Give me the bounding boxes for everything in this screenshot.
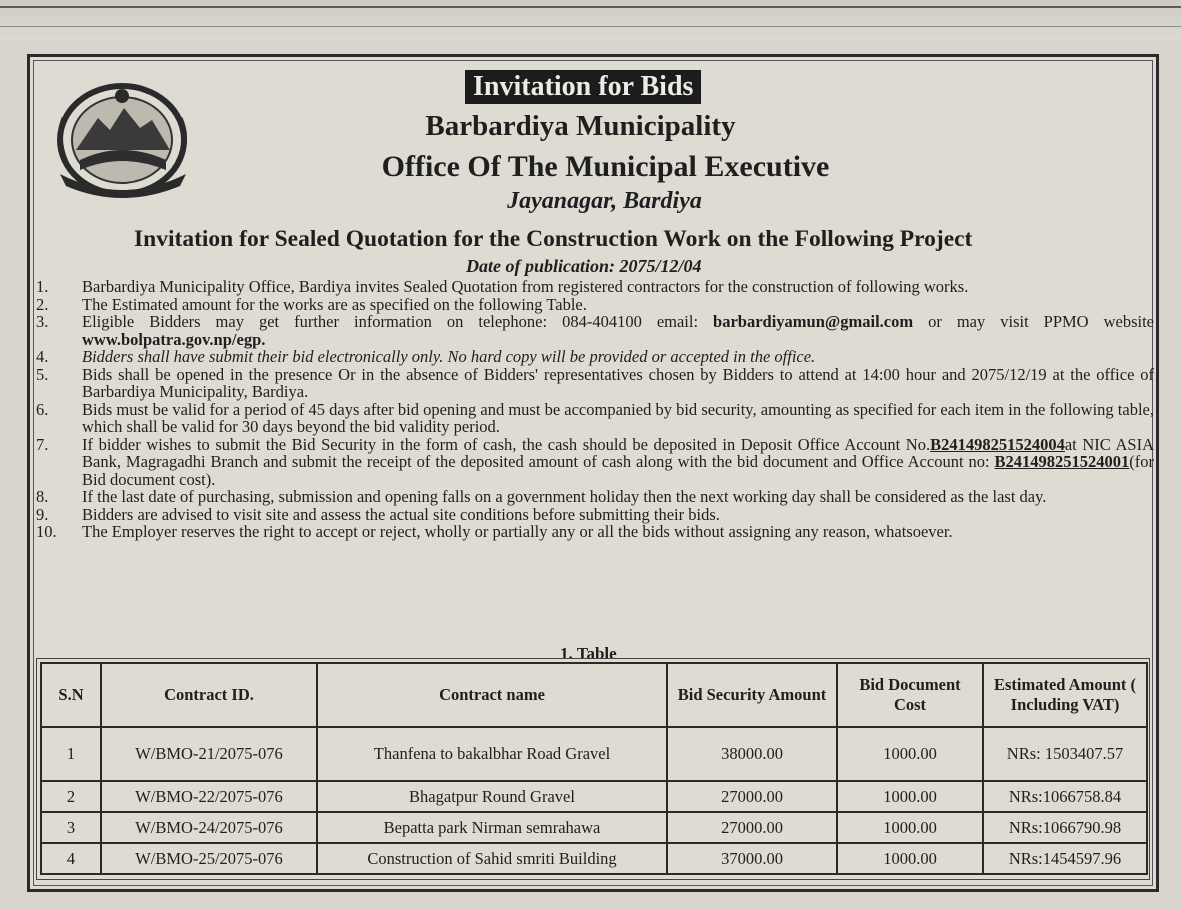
table-cell: 4	[41, 843, 101, 874]
list-item	[36, 436, 1154, 489]
list-item	[36, 523, 1154, 541]
item-text	[82, 436, 1154, 489]
item-number: 1.	[36, 277, 49, 296]
item-text-part: If bidder wishes to submit the Bid Security in the form of cash, the cash should be deposited in Deposit Office Account No.	[82, 434, 931, 454]
item-text: Barbardiya Municipality Office, Bardiya invites Sealed Quotation from registered contractors for the construction of following works.	[82, 277, 969, 296]
table-cell: NRs:1066790.98	[983, 812, 1147, 843]
list-item	[36, 278, 1154, 296]
table-cell: W/BMO-25/2075-076	[101, 843, 317, 874]
table-cell: W/BMO-22/2075-076	[101, 781, 317, 812]
table-cell: 38000.00	[667, 727, 837, 781]
table-cell: 3	[41, 812, 101, 843]
office-account-number: B241498251524001	[994, 452, 1130, 471]
list-item	[36, 506, 1154, 524]
item-number: 3.	[36, 312, 49, 331]
table-cell: NRs: 1503407.57	[983, 727, 1147, 781]
item-text: If the last date of purchasing, submission and opening falls on a government holiday then the next working day shall be considered as the last day.	[82, 487, 1047, 506]
newspaper-rule	[0, 6, 1181, 8]
list-item	[36, 401, 1154, 436]
item-text-part: (for Bid document cost).	[82, 452, 1154, 489]
item-number: 5.	[36, 364, 49, 384]
column-header: Contract ID.	[101, 663, 317, 727]
table-row	[41, 812, 1147, 843]
column-header: Bid Document Cost	[837, 663, 983, 727]
contact-email: barbardiyamun@gmail.com	[713, 312, 914, 331]
notice-subject: Invitation for Sealed Quotation for the Construction Work on the Following Project	[134, 226, 973, 252]
table-row	[41, 781, 1147, 812]
item-text: Bidders shall have submit their bid electronically only. No hard copy will be provided or accepted in the office.	[82, 347, 816, 366]
item-text	[82, 313, 1154, 348]
table-cell: 1	[41, 727, 101, 781]
conditions-list	[36, 278, 1154, 541]
table-cell: 1000.00	[837, 727, 983, 781]
item-text: Bids must be valid for a period of 45 days after bid opening and must be accompanied by bid security, amounting as specified for each item in the following table, which shall be valid for 30 days beyond the bid validity period.	[82, 399, 1154, 436]
item-number: 9.	[36, 504, 49, 524]
item-text-part: Eligible Bidders may get further information on telephone: 084-404100 email:	[82, 312, 714, 331]
column-header: Bid Security Amount	[667, 663, 837, 727]
table-title: 1. Table	[560, 644, 617, 663]
item-text-part: at NIC ASIA Bank, Magragadhi Branch and submit the receipt of the deposited amount of cash along with the bid document and Office Account no:	[82, 434, 1154, 471]
table-row	[41, 727, 1147, 781]
column-header: S.N	[41, 663, 101, 727]
office-name: Office Of The Municipal Executive	[381, 150, 830, 183]
column-header: Estimated Amount ( Including VAT)	[983, 663, 1147, 727]
item-number: 10.	[36, 522, 57, 541]
table-cell: Bhagatpur Round Gravel	[317, 781, 667, 812]
table-cell: 2	[41, 781, 101, 812]
table-cell: 37000.00	[667, 843, 837, 874]
table-cell: 1000.00	[837, 843, 983, 874]
table-cell: 1000.00	[837, 812, 983, 843]
list-item	[36, 488, 1154, 506]
item-text: The Estimated amount for the works are as specified on the following Table.	[82, 294, 587, 314]
column-header: Contract name	[317, 663, 667, 727]
organization-name: Barbardiya Municipality	[425, 110, 736, 142]
table-header-row	[41, 663, 1147, 727]
list-item	[36, 366, 1154, 401]
item-number: 7.	[36, 434, 49, 454]
table-cell: W/BMO-21/2075-076	[101, 727, 317, 781]
item-text: Bids shall be opened in the presence Or in the absence of Bidders' representatives chosen by Bidders to attend at 14:00 hour and 2075/12/19 at the office of Barbardiya Municipality, Bardiya.	[82, 364, 1154, 401]
deposit-account-number: B241498251524004	[930, 434, 1065, 454]
table-cell: 27000.00	[667, 812, 837, 843]
list-item	[36, 296, 1154, 314]
table-cell: 27000.00	[667, 781, 837, 812]
publication-date: Date of publication: 2075/12/04	[466, 256, 702, 276]
banner-title: Invitation for Bids	[465, 70, 701, 104]
item-number: 6.	[36, 399, 49, 419]
item-text: The Employer reserves the right to accept or reject, wholly or partially any or all the bids without assigning any reason, whatsoever.	[82, 522, 953, 541]
item-number: 2.	[36, 294, 49, 314]
item-number: 8.	[36, 487, 49, 506]
list-item	[36, 313, 1154, 348]
ppmo-website: www.bolpatra.gov.np/egp.	[82, 329, 266, 349]
item-text: Bidders are advised to visit site and assess the actual site conditions before submitting their bids.	[82, 504, 720, 524]
item-number: 4.	[36, 347, 49, 366]
location: Jayanagar, Bardiya	[507, 188, 702, 214]
table-cell: W/BMO-24/2075-076	[101, 812, 317, 843]
table-cell: Construction of Sahid smriti Building	[317, 843, 667, 874]
contracts-table	[40, 662, 1148, 875]
list-item	[36, 348, 1154, 366]
table-cell: NRs:1454597.96	[983, 843, 1147, 874]
table-row	[41, 843, 1147, 874]
item-text-part: or may visit PPMO website	[913, 312, 1154, 331]
table-cell: 1000.00	[837, 781, 983, 812]
table-cell: Bepatta park Nirman semrahawa	[317, 812, 667, 843]
table-cell: Thanfena to bakalbhar Road Gravel	[317, 727, 667, 781]
newspaper-rule	[0, 26, 1181, 27]
table-cell: NRs:1066758.84	[983, 781, 1147, 812]
